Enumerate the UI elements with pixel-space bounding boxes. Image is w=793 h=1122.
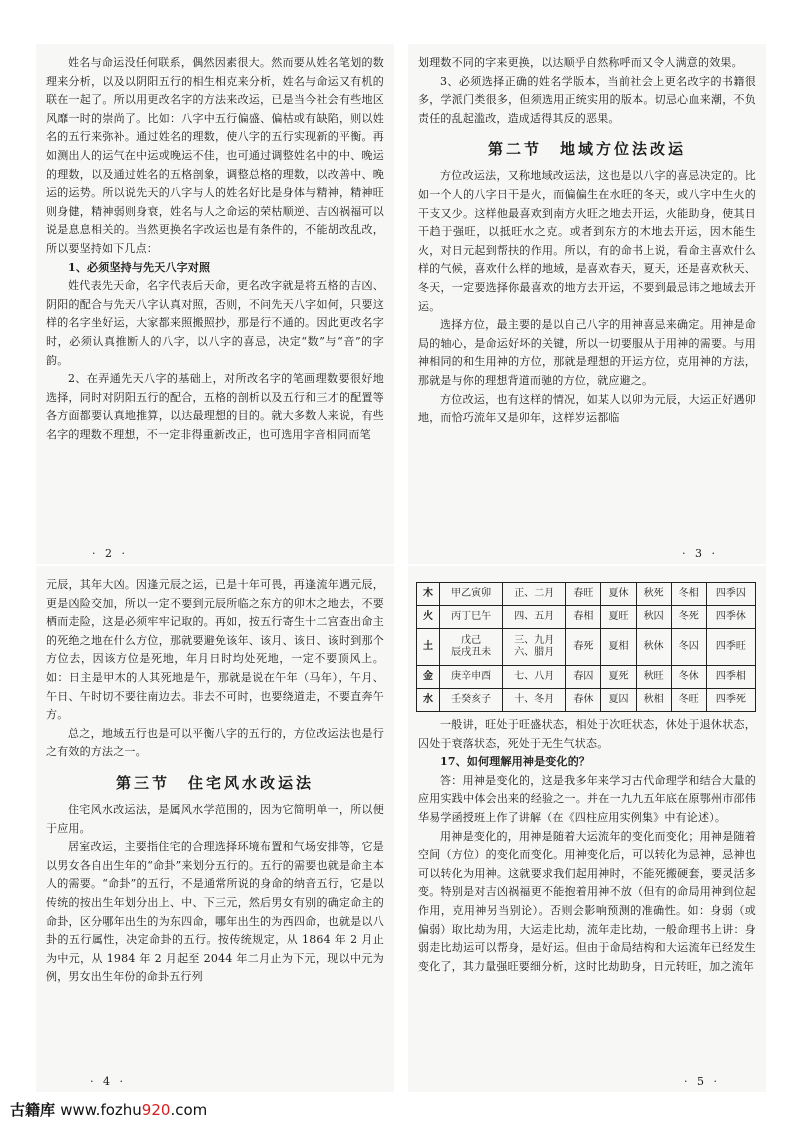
paragraph: 3、必须选择正确的姓名学版本，当前社会上更名改字的书籍很多，学派门类很多，但须选用正统实用的版本。切忌心血来潮，不负责任的乱起滥改，造成适得其反的恶果。	[418, 74, 756, 125]
element-cell: 木	[417, 583, 440, 606]
paragraph: 方位改运，也有这样的情况，如某人以卯为元辰，大运正好遇卯地，而恰巧流年又是卯年，这样岁运都临	[418, 392, 756, 425]
element-cell: 水	[417, 689, 440, 712]
table-cell: 冬死	[671, 606, 706, 629]
paragraph: 元辰，其年大凶。因逢元辰之运，已是十年可畏，再逢流年遇元辰，更是凶险交加，所以一定不要到元辰所临之东方的卯木之地去，不要栖而走险，这是必须牢牢记取的。再如，按五行寄生十二宫查出命主的死绝之地在什么方位，那就要避免该年、该月、该日、该时到那个方位去，因该方位是死地，年月日时均处死地，一定不要顶风上。如：日主是甲木的人其死地是午，那就是说在午年（马年），午月、午日、午时切不要往南边去。非去不可时，也要绕道走，不要直奔午方。	[46, 578, 384, 722]
element-cell: 火	[417, 606, 440, 629]
paragraph: 一般讲，旺处于旺盛状态，相处于次旺状态，休处于退休状态，囚处于衰落状态，死处于无生气状态。	[418, 718, 756, 750]
table-cell: 四季旺	[706, 629, 755, 666]
table-cell: 夏旺	[601, 606, 636, 629]
site-url[interactable]	[60, 1101, 207, 1119]
table-cell: 秋囚	[636, 606, 671, 629]
table-cell: 七、八月	[503, 666, 566, 689]
table-cell: 夏休	[601, 583, 636, 606]
paragraph: 答：用神是变化的，这是我多年来学习古代命理学和结合大量的应用实践中体会出来的经验之一。并在一九九五年底在原鄂州市邵伟华易学函授班上作了讲解（在《四柱应用实例集》中有论述）。	[418, 773, 756, 824]
paragraph: 住宅风水改运法，是属风水学范围的，因为它简明单一，所以便于应用。	[46, 802, 384, 835]
page-3	[408, 44, 766, 564]
paragraph: 姓代表先天命，名字代表后天命，更名改字就是将五格的吉凶、阴阳的配合与先天八字认真对照，否则，不问先天八字如何，只要这样的名字坐好运，大家都来照搬照抄，那是行不通的。因此更改名字时，必须认真推断人的八字，以八字的喜忌，决定“数”与“音”的字韵。	[46, 279, 384, 367]
table-row	[417, 689, 756, 712]
paragraph: 姓名与命运没任何联系，偶然因素很大。然而要从姓名笔划的数理来分析，以及以阴阳五行的相生相克来分析，姓名与命运又有机的联在一起了。所以用更改名字的方法来改运，已是当今社会有些地区风靡一时的崇尚了。比如：八字中五行偏盛、偏枯或有缺陷，则以姓名的五行来弥补。通过姓名的理数，使八字的五行实现新的平衡。再如测出人的运气在中运或晚运不佳，也可通过调整姓名中的中、晚运的理数，以及通过姓名的五格剖象，调整总格的理数，以改善中、晚运的运势。所以说先天的八字与人的姓名好比是身体与精神，精神旺则身健，精神弱则身衰，姓名与人之命运的荣枯顺逆、吉凶祸福可以说是息息相关的。当然更换名字改运也是有条件的，不能胡改乱改，所以要坚持如下几点：	[46, 56, 384, 255]
table-cell: 庚辛申酉	[440, 666, 503, 689]
table-cell: 夏囚	[601, 689, 636, 712]
table-cell: 春休	[566, 689, 601, 712]
table-cell: 丙丁巳午	[440, 606, 503, 629]
paragraph: 方位改运法，又称地域改运法，这也是以八字的喜忌决定的。比如一个人的八字日干是火，而偏偏生在水旺的冬天，或八字中生火的干支又少。这样他最喜欢到南方火旺之地去开运，火能助身，使其日干趋于强旺，以抵旺水之克。或者到东方的木地去开运，因木能生火，对日元起到帮扶的作用。所以，有的命书上说，看命主喜欢什么样的气候，喜欢什么样的地域，是喜欢春天，夏天，还是喜欢秋天、冬天，一定要选择你最喜欢的地方去开运，不要到最忌讳之地域去开运。	[418, 169, 756, 313]
table-cell: 秋相	[636, 689, 671, 712]
table-cell: 夏死	[601, 666, 636, 689]
table-cell: 十、冬月	[503, 689, 566, 712]
table-cell: 春旺	[566, 583, 601, 606]
page-5	[408, 566, 766, 1092]
table-cell: 春死	[566, 629, 601, 666]
table-cell: 正、二月	[503, 583, 566, 606]
table-cell: 冬休	[671, 666, 706, 689]
subheading: 1、必须坚持与先天八字对照	[68, 260, 211, 274]
five-elements-table	[416, 582, 756, 712]
table-cell: 夏相	[601, 629, 636, 666]
table-cell: 戊己 辰戌丑未	[440, 629, 503, 666]
site-name: 古籍库	[10, 1101, 56, 1119]
table-cell: 四季相	[706, 666, 755, 689]
table-cell: 壬癸亥子	[440, 689, 503, 712]
table-row	[417, 606, 756, 629]
element-cell: 金	[417, 666, 440, 689]
paragraph: 居室改运，主要指住宅的合理选择环境布置和气场安排等，它是以男女各自出生年的“命卦”来划分五行的。五行的需要也就是命主本人的需要。“命卦”的五行，不是通常所说的身命的纳音五行，它是以传统的按出生年划分出上、中、下三元，然后男女有别的确定命主的命卦，区分哪年出生的为东四命，哪年出生的为西四命，也就是以八卦的五行属性，决定命卦的五行。按传统规定，从 1864 年 2 月止为中元，从 1984 年 2 月起至 2044 年二月止为下元，现以中元为例，男女出生年份的命卦五行列	[46, 840, 384, 984]
paragraph: 用神是变化的，用神是随着大运流年的变化而变化；用神是随着空间（方位）的变化而变化。用神变化后，可以转化为忌神，忌神也可以转化为用神。这就要求我们起用神时，不能死搬硬套，要灵活多变。特别是对吉凶祸福更不能抱着用神不放（但有的命局用神到位起作用，克用神另当别论）。否则会影响预测的准确性。如：身弱（或偏弱）取比劫为用，大运走比劫，流年走比劫，一般命理书上讲：身弱走比劫运可以帮身，是好运。但由于命局结构和大运流年已经发生变化了，其力量强旺要细分析，这时比劫助身，日元转旺，加之流年	[418, 829, 756, 973]
paragraph: 2、在弄通先天八字的基础上，对所改名字的笔画理数要很好地选择，同时对阴阳五行的配合，五格的剖析以及五行和三才的配置等各方面都要认真地推算，以达最理想的目的。就大多数人来说，有些名字的理数不理想，不一定非得重新改正，也可选用字音相同而笔	[46, 372, 384, 441]
page-2	[36, 44, 394, 564]
table-cell: 四季死	[706, 689, 755, 712]
page-number: · 5 ·	[684, 1075, 720, 1088]
site-footer	[10, 1099, 207, 1119]
table-cell: 四、五月	[503, 606, 566, 629]
page-number: · 4 ·	[90, 1075, 126, 1088]
table-cell: 春囚	[566, 666, 601, 689]
table-cell: 三、九月 六、腊月	[503, 629, 566, 666]
table-cell: 冬囚	[671, 629, 706, 666]
url-suffix: .com	[170, 1101, 208, 1119]
table-cell: 四季休	[706, 606, 755, 629]
url-number: 920	[141, 1101, 171, 1119]
paragraph: 总之，地域五行也是可以平衡八字的五行的，方位改运法也是行之有效的方法之一。	[46, 726, 384, 759]
url-prefix: www.fozhu	[60, 1101, 142, 1119]
page-number: · 2 ·	[92, 547, 128, 560]
table-row	[417, 629, 756, 666]
section-title: 第二节 地域方位法改运	[487, 140, 686, 159]
table-cell: 冬旺	[671, 689, 706, 712]
page-4	[36, 566, 394, 1092]
question-heading: 17、如何理解用神是变化的？	[440, 755, 591, 769]
table-cell: 秋休	[636, 629, 671, 666]
paragraph: 划理数不同的字来更换，以达顺乎自然称呼而又令人满意的效果。	[418, 56, 743, 69]
table-cell: 春相	[566, 606, 601, 629]
table-cell: 冬相	[671, 583, 706, 606]
table-cell: 秋旺	[636, 666, 671, 689]
page-number: · 3 ·	[682, 547, 718, 560]
section-title: 第三节 住宅风水改运法	[115, 773, 314, 792]
table-cell: 甲乙寅卯	[440, 583, 503, 606]
paragraph: 选择方位，最主要的是以自己八字的用神喜忌来确定。用神是命局的轴心，是命运好坏的关键，所以一切要服从于用神的需要。与用神相同的和生用神的方位，那就是理想的开运方位，克用神的方法，那就是与你的理想背道而驰的方位，就应避之。	[418, 318, 756, 387]
table-cell: 四季囚	[706, 583, 755, 606]
table-row	[417, 583, 756, 606]
table-row	[417, 666, 756, 689]
table-cell: 秋死	[636, 583, 671, 606]
element-cell: 土	[417, 629, 440, 666]
